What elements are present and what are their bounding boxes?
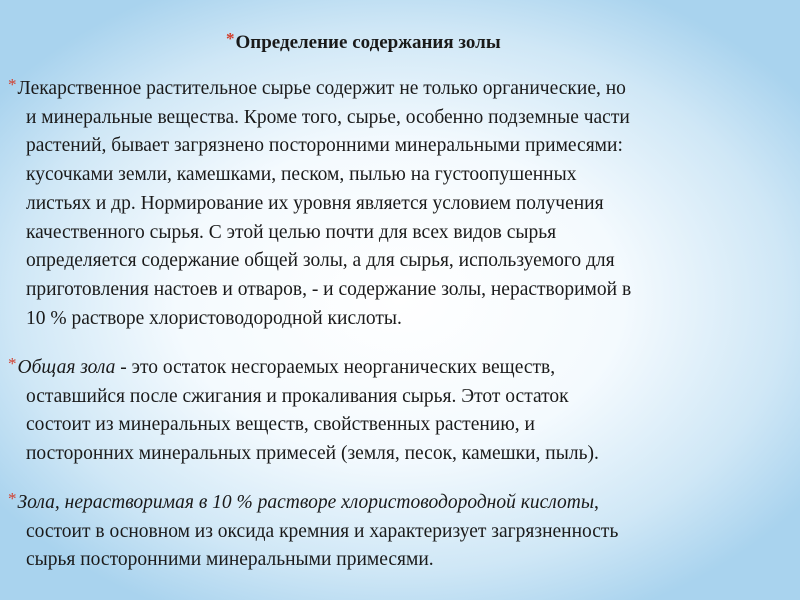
paragraph-line: приготовления настоев и отваров, - и содержание золы, нерастворимой в <box>26 278 632 300</box>
paragraph-line: посторонних минеральных примесей (земля, песок, камешки, пыль). <box>26 443 599 465</box>
paragraph-line: 10 % растворе хлористоводородной кислоты. <box>26 307 402 329</box>
paragraph-line: оставшийся после сжигания и прокаливания сырья. Этот остаток <box>26 385 569 407</box>
bullet-icon: * <box>8 75 17 94</box>
paragraph-line: состоит из минеральных веществ, свойственных растению, и <box>26 414 535 436</box>
bullet-icon: * <box>8 354 17 373</box>
bullet-icon: * <box>226 29 235 48</box>
slide-title <box>226 30 726 56</box>
paragraph-line-text: - это остаток несгораемых неорганических веществ, <box>115 357 556 378</box>
paragraph-line-text: Лекарственное растительное сырье содержит не только органические, но <box>17 78 626 99</box>
term-total-ash: Общая зола <box>17 357 116 378</box>
bullet-icon: * <box>8 489 17 508</box>
paragraph-line: и минеральные вещества. Кроме того, сырье, особенно подземные части <box>26 106 630 128</box>
paragraph-raw-material <box>8 75 798 333</box>
slide-title-text: Определение содержания золы <box>235 32 501 53</box>
paragraph-line: определяется содержание общей золы, а для сырья, используемого для <box>26 250 615 272</box>
paragraph-line: растений, бывает загрязнено посторонними минеральными примесями: <box>26 135 623 157</box>
term-insoluble-ash: Зола, нерастворимая в 10 % растворе хлористоводородной кислоты <box>17 492 595 513</box>
paragraph-total-ash <box>8 354 798 469</box>
paragraph-line <box>8 75 798 104</box>
paragraph-line <box>8 489 798 518</box>
paragraph-line: кусочками земли, камешками, песком, пылью на густоопушенных <box>26 164 577 186</box>
paragraph-line-text: , <box>594 492 599 513</box>
paragraph-insoluble-ash <box>8 489 798 575</box>
paragraph-line: качественного сырья. С этой целью почти для всех видов сырья <box>26 221 557 243</box>
paragraph-line: сырья посторонними минеральными примесями. <box>26 549 434 571</box>
paragraph-line: состоит в основном из оксида кремния и характеризует загрязненность <box>26 520 619 542</box>
paragraph-line <box>8 354 798 383</box>
paragraph-line: листьях и др. Нормирование их уровня является условием получения <box>26 192 604 214</box>
